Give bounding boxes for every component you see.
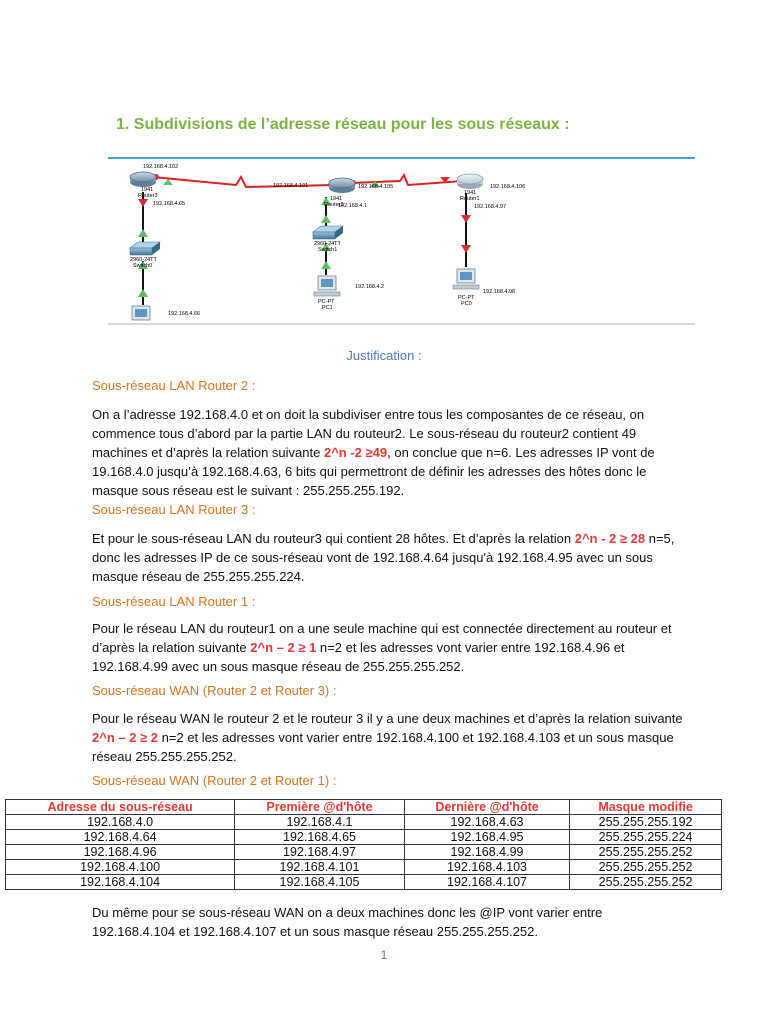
pc1-icon	[314, 276, 340, 296]
pc0-ip-label: 192.168.4.98	[483, 289, 516, 295]
table-cell: 192.168.4.65	[235, 830, 405, 845]
router3-lan-ip-label: 192.168.4.65	[153, 201, 186, 207]
paragraph-text: on conclue que n=6. Les adresses IP vont de 19.168.4.0 jusqu’à 192.168.4.63, 6 bits qui permettront de définir les adresses des hôtes donc le masque sous réseau est le suivant : 255.255.255.192.	[92, 445, 655, 498]
formula-highlight: 2^n – 2 ≥ 1	[250, 640, 317, 655]
paragraph-wan-r2-r3	[92, 709, 688, 766]
router3-icon	[130, 172, 156, 187]
pc0-icon	[453, 269, 479, 289]
column-header: Adresse du sous-réseau	[6, 800, 235, 815]
pc-left-icon	[132, 306, 150, 320]
formula-highlight: 2^n -2 ≥49,	[323, 445, 391, 460]
router1-icon	[457, 174, 483, 189]
router3-ip-label: 192.168.4.102	[143, 164, 179, 170]
switch1-model-label: 2960-24TT	[314, 241, 341, 247]
column-header: Première @d'hôte	[235, 800, 405, 815]
table-row	[6, 815, 722, 830]
subsection-title-lan-router1: Sous-réseau LAN Router 1 :	[92, 594, 256, 609]
router3-name-label: Router3	[138, 193, 158, 199]
table-cell: 192.168.4.100	[6, 860, 235, 875]
table-cell: 192.168.4.96	[6, 845, 235, 860]
router3-model-label: 1941	[141, 187, 154, 193]
table-cell: 192.168.4.107	[404, 875, 569, 890]
table-cell: 192.168.4.0	[6, 815, 235, 830]
paragraph-text: Et pour le sous-réseau LAN du routeur3 qui contient 28 hôtes. Et d’après la relation	[92, 531, 575, 546]
paragraph-lan-router1	[92, 619, 688, 676]
table-cell: 192.168.4.105	[235, 875, 405, 890]
paragraph-text: On a l’adresse 192.168.4.0 et on doit la subdiviser entre tous les composantes de ce réseau, on commence tous d’abord par la partie LAN du routeur2. Le sous-réseau du routeur2 contient 49 machines et d’après la relation suivante	[92, 407, 645, 460]
router2-model-label: 1941	[330, 196, 343, 202]
table-cell: 255.255.255.252	[570, 845, 722, 860]
table-row	[6, 860, 722, 875]
pc0-name-label: PC0	[461, 301, 472, 307]
router1-model-label: 1941	[464, 190, 477, 196]
paragraph-wan-r2-r1: Du même pour se sous-réseau WAN on a deux machines donc les @IP vont varier entre 192.168.4.104 et 192.168.4.107 et un sous masque réseau 255.255.255.252.	[92, 905, 603, 939]
pc-left-ip-label: 192.168.4.66	[168, 311, 201, 317]
paragraph-text: Pour le réseau WAN le routeur 2 et le routeur 3 il y a une deux machines et d’après la relation suivante	[92, 711, 683, 726]
router2-wan-left-ip-label: 192.168.4.101	[273, 183, 309, 189]
table-row	[6, 830, 722, 845]
table-cell: 192.168.4.97	[235, 845, 405, 860]
table-cell: 192.168.4.1	[235, 815, 405, 830]
paragraph-text: n=5, donc les adresses IP de ce sous-réseau vont de 192.168.4.64 jusqu'à 192.168.4.95 avec un sous masque réseau de 255.255.255.224.	[92, 531, 675, 584]
pc1-ip-label: 192.168.4.2	[355, 284, 385, 290]
subsection-title-lan-router2: Sous-réseau LAN Router 2 :	[92, 378, 256, 393]
router1-wan-ip-label: 192.168.4.106	[490, 184, 526, 190]
link-up-indicator	[138, 229, 148, 237]
switch0-icon	[130, 242, 160, 255]
network-topology-diagram	[108, 157, 695, 325]
link-up-indicator	[321, 261, 331, 269]
subnet-table	[5, 799, 722, 890]
diagram-top-border	[108, 157, 695, 159]
formula-highlight: 2^n – 2 ≥ 2	[92, 730, 159, 745]
router2-name-label: Router2	[324, 202, 344, 208]
page-number: 1	[380, 948, 388, 962]
router1-lan-ip-label: 192.168.4.97	[474, 204, 507, 210]
table-cell: 255.255.255.192	[570, 815, 722, 830]
link-down-indicator	[138, 199, 148, 207]
link-up-indicator	[138, 289, 148, 297]
paragraph-lan-router3	[92, 529, 688, 586]
switch1-icon	[313, 226, 343, 239]
table-cell: 255.255.255.252	[570, 860, 722, 875]
paragraph-lan-router2	[92, 405, 688, 500]
subsection-title-lan-router3: Sous-réseau LAN Router 3 :	[92, 502, 256, 517]
link-down-indicator	[461, 245, 471, 253]
pc1-type-label: PC-PT	[318, 299, 335, 305]
router2-wan-right-ip-label: 192.168.4.105	[358, 184, 394, 190]
paragraph-text: n=2 et les adresses vont varier entre 192.168.4.96 et 192.168.4.99 avec un sous masque réseau de 255.255.255.252.	[92, 640, 625, 674]
table-row	[6, 875, 722, 890]
paragraph-text: Pour le réseau LAN du routeur1 on a une seule machine qui est connectée directement au routeur et d’après la relation suivante	[92, 621, 672, 655]
table-header-row	[6, 800, 722, 815]
router2-icon	[329, 178, 355, 193]
diagram-bottom-border	[108, 323, 695, 325]
column-header: Dernière @d'hôte	[404, 800, 569, 815]
table-cell: 255.255.255.252	[570, 875, 722, 890]
table-cell: 192.168.4.101	[235, 860, 405, 875]
router2-lan-ip-label: 192.168.4.1	[338, 203, 368, 209]
table-cell: 192.168.4.103	[404, 860, 569, 875]
subsection-title-wan-r2-r3: Sous-réseau WAN (Router 2 et Router 3) :	[92, 683, 337, 698]
column-header: Masque modifie	[570, 800, 722, 815]
switch0-model-label: 2960-24TT	[130, 257, 157, 263]
link-up-indicator	[321, 215, 331, 223]
section-heading: 1. Subdivisions de l’adresse réseau pour les sous réseaux :	[116, 116, 570, 133]
formula-highlight: 2^n - 2 ≥ 28	[574, 531, 646, 546]
table-cell: 192.168.4.99	[404, 845, 569, 860]
pc1-name-label: PC1	[322, 305, 333, 311]
table-cell: 192.168.4.64	[6, 830, 235, 845]
paragraph-text: n=2 et les adresses vont varier entre 192.168.4.100 et 192.168.4.103 et un sous masque réseau 255.255.255.252.	[92, 730, 674, 764]
router1-name-label: Router1	[460, 196, 480, 202]
switch1-name-label: Switch1	[318, 247, 338, 253]
table-row	[6, 845, 722, 860]
table-cell: 192.168.4.104	[6, 875, 235, 890]
pc0-type-label: PC-PT	[458, 295, 475, 301]
table-cell: 255.255.255.224	[570, 830, 722, 845]
link-down-indicator	[461, 215, 471, 223]
table-cell: 192.168.4.95	[404, 830, 569, 845]
switch0-name-label: Switch0	[133, 263, 153, 269]
justification-title: Justification :	[346, 348, 422, 363]
subsection-title-wan-r2-r1: Sous-réseau WAN (Router 2 et Router 1) :	[92, 773, 337, 788]
link-up-indicator	[163, 179, 173, 185]
table-cell: 192.168.4.63	[404, 815, 569, 830]
